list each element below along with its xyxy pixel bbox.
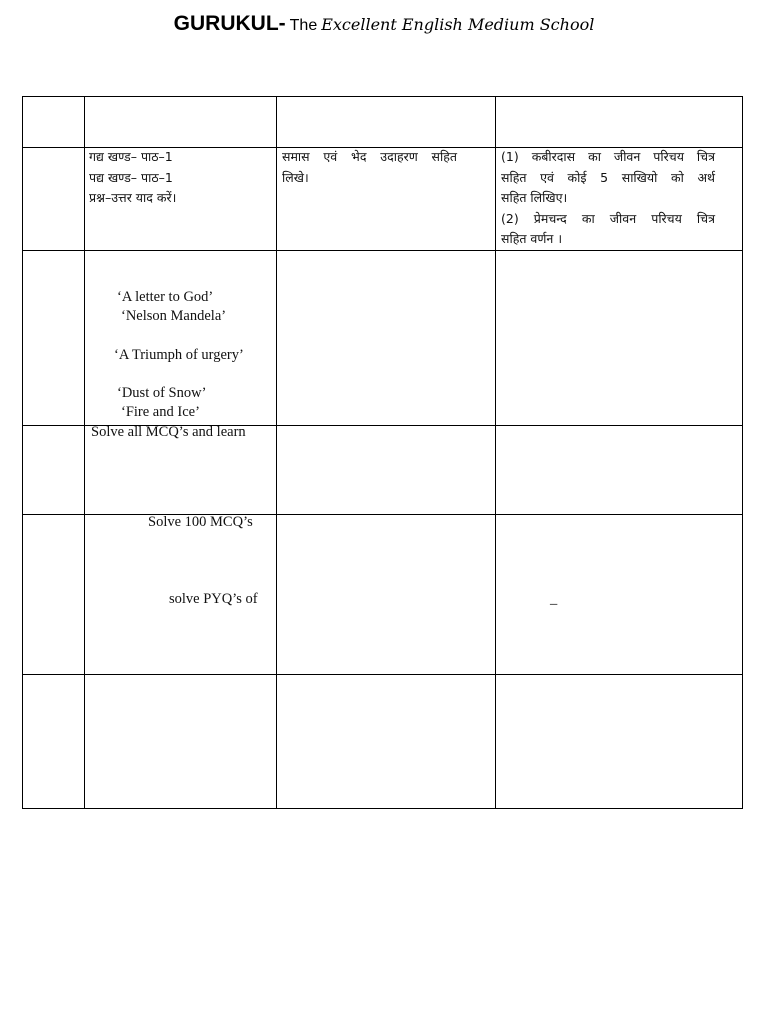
syllabus-table (22, 96, 743, 809)
chapter-item: ‘A Triumph of urgery’ (114, 347, 244, 363)
table-cell-line: प्रश्न–उत्तर याद करें। (89, 190, 177, 205)
table-border-bottom (22, 808, 743, 809)
row-divider (22, 674, 743, 675)
table-cell-line: गद्य खण्ड– पाठ–1 (89, 149, 173, 164)
school-brand: GURUKUL- (173, 12, 286, 35)
row-divider (22, 250, 743, 251)
chapter-item: ‘Fire and Ice’ (121, 404, 200, 420)
dash-mark: – (550, 596, 558, 612)
column-divider (84, 96, 85, 809)
table-cell-line: (2) प्रेमचन्द का जीवन परिचय चित्र (501, 210, 715, 226)
table-border-left (22, 96, 23, 809)
chapter-item: ‘A letter to God’ (117, 289, 214, 305)
school-article: The (289, 17, 318, 34)
chapter-item: ‘Nelson Mandela’ (121, 308, 227, 324)
table-cell-line: सहित वर्णन । (501, 231, 563, 246)
table-cell-line: (1) कबीरदास का जीवन परिचय चित्र (501, 149, 715, 164)
table-border-right (742, 96, 743, 809)
table-cell-line: सहित लिखिए। (501, 190, 568, 205)
hindi-grammar-cell (282, 147, 457, 188)
table-cell-line: समास एवं भेद उदाहरण सहित (282, 149, 457, 164)
table-cell-line: पद्य खण्ड– पाठ–1 (89, 169, 173, 185)
practice-instruction: Solve 100 MCQ’s (148, 514, 253, 530)
table-cell-line: लिखे। (282, 169, 309, 185)
row-divider (22, 514, 743, 515)
page-header (0, 12, 768, 36)
table-cell-line: सहित एवं कोई 5 साखियो को अर्थ (501, 169, 715, 185)
column-divider (495, 96, 496, 809)
hindi-assignment-cell (501, 147, 715, 250)
table-border-top (22, 96, 743, 97)
chapter-item: ‘Dust of Snow’ (117, 385, 207, 401)
hindi-topics-cell (89, 147, 273, 209)
column-divider (276, 96, 277, 809)
mcq-instruction: Solve all MCQ’s and learn (91, 424, 246, 440)
school-tagline: Excellent English Medium School (321, 15, 595, 34)
practice-instruction: solve PYQ’s of (169, 591, 258, 607)
